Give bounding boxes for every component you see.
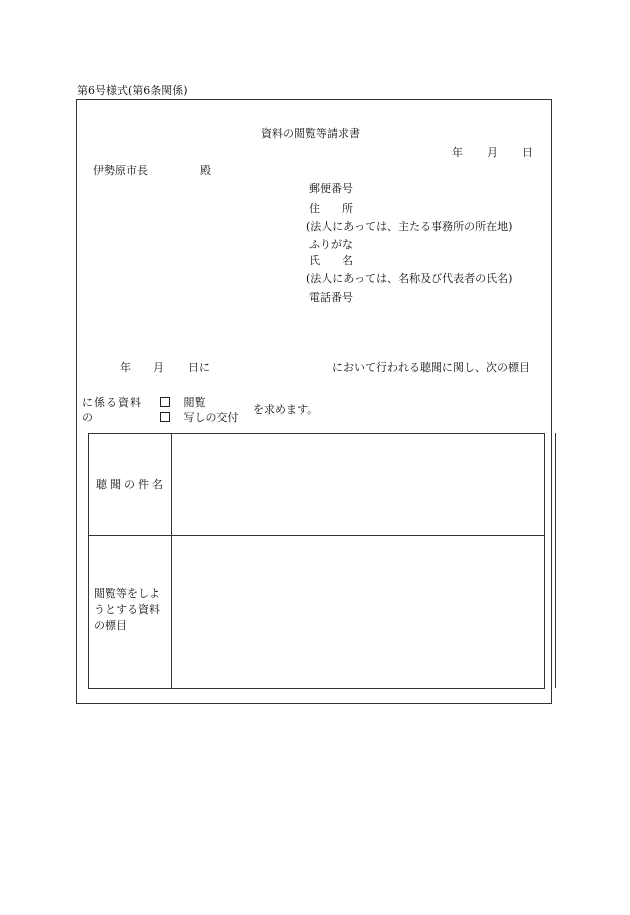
view-option-label: 閲覧 (183, 396, 206, 409)
side-rule (555, 433, 556, 688)
phone-label: 電話番号 (309, 291, 353, 304)
statement-day: 日に (188, 361, 210, 374)
statement-month: 月 (153, 361, 164, 374)
document-titles-value[interactable] (173, 537, 542, 687)
statement-suffix: を求めます。 (253, 403, 319, 416)
address-label: 住 所 (309, 202, 353, 215)
recipient-honorific: 殿 (200, 164, 211, 177)
date-month: 月 (487, 146, 498, 159)
address-note: (法人にあっては、主たる事務所の所在地) (306, 220, 513, 233)
table-row-divider (89, 535, 544, 536)
statement-year: 年 (120, 361, 131, 374)
date-day: 日 (522, 146, 533, 159)
name-note: (法人にあっては、名称及び代表者の氏名) (306, 272, 513, 285)
view-checkbox[interactable] (160, 397, 170, 407)
date-year: 年 (452, 146, 463, 159)
postal-code-label: 郵便番号 (309, 182, 353, 195)
document-titles-label: 閲覧等をしようとする資料の標目 (94, 587, 160, 632)
furigana-label: ふりがな (309, 238, 353, 251)
copy-option-label: 写しの交付 (183, 411, 239, 424)
copy-checkbox[interactable] (160, 412, 170, 422)
case-name-label: 聴聞の件名 (96, 478, 166, 491)
view-option[interactable] (160, 396, 206, 410)
statement-prefix-2: の (82, 411, 93, 424)
name-label: 氏 名 (309, 254, 353, 267)
case-name-value[interactable] (173, 435, 542, 534)
form-number: 第6号様式(第6条関係) (77, 84, 188, 97)
statement-prefix-1: に係る資料 (82, 396, 142, 409)
table-column-divider (171, 434, 172, 688)
form-title: 資料の閲覧等請求書 (261, 127, 360, 140)
recipient-name: 伊勢原市長 (93, 164, 148, 177)
copy-option[interactable] (160, 411, 239, 425)
statement-rest: において行われる聴聞に関し、次の標目 (332, 361, 530, 374)
request-table (88, 433, 545, 689)
